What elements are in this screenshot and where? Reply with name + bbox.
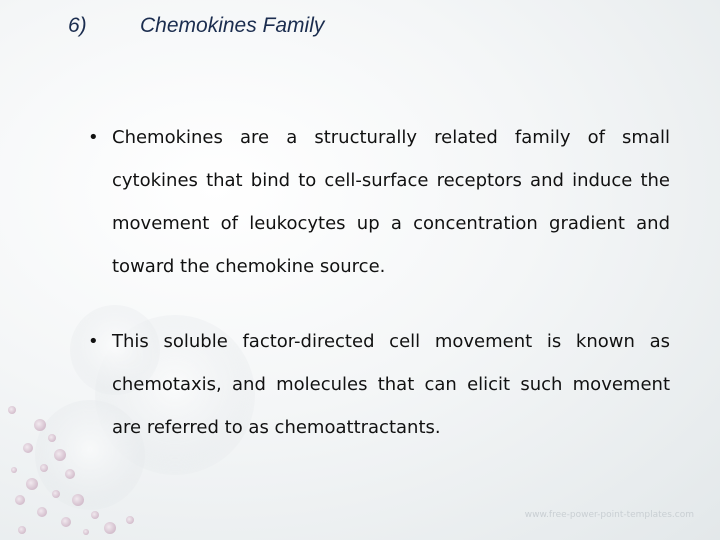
- bullet-item: [88, 116, 670, 288]
- bullet-list: [88, 116, 670, 481]
- bullet-text: This soluble factor-directed cell movement is known as chemotaxis, and molecules that can elicit such movement are referred to as chemoattractants.: [112, 331, 670, 438]
- slide-title: Chemokines Family: [140, 14, 325, 37]
- slide-number: 6): [68, 14, 87, 37]
- template-watermark: www.free-power-point-templates.com: [524, 510, 694, 520]
- bullet-item: [88, 320, 670, 449]
- bullet-dot-icon: •: [88, 127, 99, 148]
- bullet-text: Chemokines are a structurally related family of small cytokines that bind to cell-surface receptors and induce the movement of leukocytes up a concentration gradient and toward the chemokine source.: [112, 127, 670, 277]
- bullet-dot-icon: •: [88, 331, 99, 352]
